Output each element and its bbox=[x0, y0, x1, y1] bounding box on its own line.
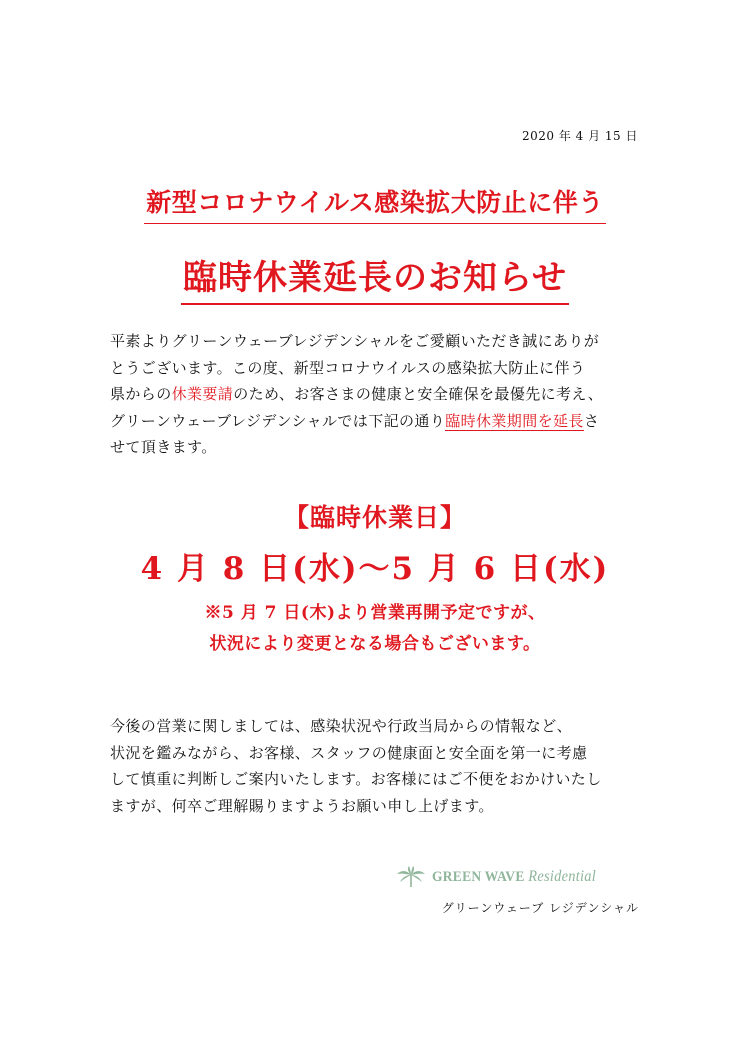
title-line1-text: 新型コロナウイルス感染拡大防止に伴う bbox=[144, 183, 606, 224]
intro-line-3 bbox=[110, 381, 650, 408]
closing-line-3: して慎重に判断しご案内いたします。お客様にはご不便をおかけいたし bbox=[110, 770, 602, 788]
intro-line-2: とうございます。この度、新型コロナウイルスの感染拡大防止に伴う bbox=[110, 358, 586, 377]
logo-main: GREEN WAVE bbox=[432, 869, 525, 885]
notice-title-line2 bbox=[0, 250, 750, 305]
reopen-line-2: 状況により変更となる場合もございます。 bbox=[209, 634, 541, 654]
closed-days-range: 4 月 8 日(水)～5 月 6 日(水) bbox=[140, 551, 610, 587]
logo-script: Residential bbox=[528, 868, 597, 885]
company-logo bbox=[396, 865, 641, 889]
intro-line-4 bbox=[110, 408, 650, 435]
extension-highlight: 臨時休業期間を延長 bbox=[445, 411, 584, 430]
intro-line-5: せて頂きます。 bbox=[110, 438, 217, 456]
intro-line-4-post: さ bbox=[583, 411, 600, 430]
company-name: グリーンウェーブ レジデンシャル bbox=[441, 901, 639, 915]
intro-line-1: 平素よりグリーンウェーブレジデンシャルをご愛顧いただき誠にありが bbox=[110, 332, 600, 350]
intro-line-3-post: のため、お客さまの健康と安全確保を最優先に考え、 bbox=[233, 385, 604, 403]
logo-wordmark bbox=[432, 868, 596, 886]
intro-paragraph bbox=[110, 328, 650, 461]
reopen-notice bbox=[0, 598, 750, 660]
closing-line-1: 今後の営業に関しましては、感染状況や行政当局からの情報など、 bbox=[110, 717, 573, 735]
notice-date: 2020 年 4 月 15 日 bbox=[521, 129, 638, 143]
notice-title-line1 bbox=[0, 183, 750, 224]
intro-line-3-pre: 県からの bbox=[110, 385, 172, 403]
closing-line-4: ますが、何卒ご理解賜りますようお願い申し上げます。 bbox=[110, 796, 494, 815]
title-line2-text: 臨時休業延長のお知らせ bbox=[181, 250, 569, 305]
intro-line-4-pre: グリーンウェーブレジデンシャルでは下記の通り bbox=[110, 411, 446, 430]
closing-paragraph bbox=[110, 713, 650, 819]
closure-request-highlight: 休業要請 bbox=[171, 385, 234, 403]
palm-tree-icon bbox=[396, 866, 426, 888]
closed-days-heading: 【臨時休業日】 bbox=[283, 503, 466, 532]
closing-line-2: 状況を鑑みながら、お客様、スタッフの健康面と安全面を第一に考慮 bbox=[110, 743, 588, 762]
reopen-line-1: ※5 月 7 日(木)より営業再開予定ですが、 bbox=[204, 603, 546, 623]
